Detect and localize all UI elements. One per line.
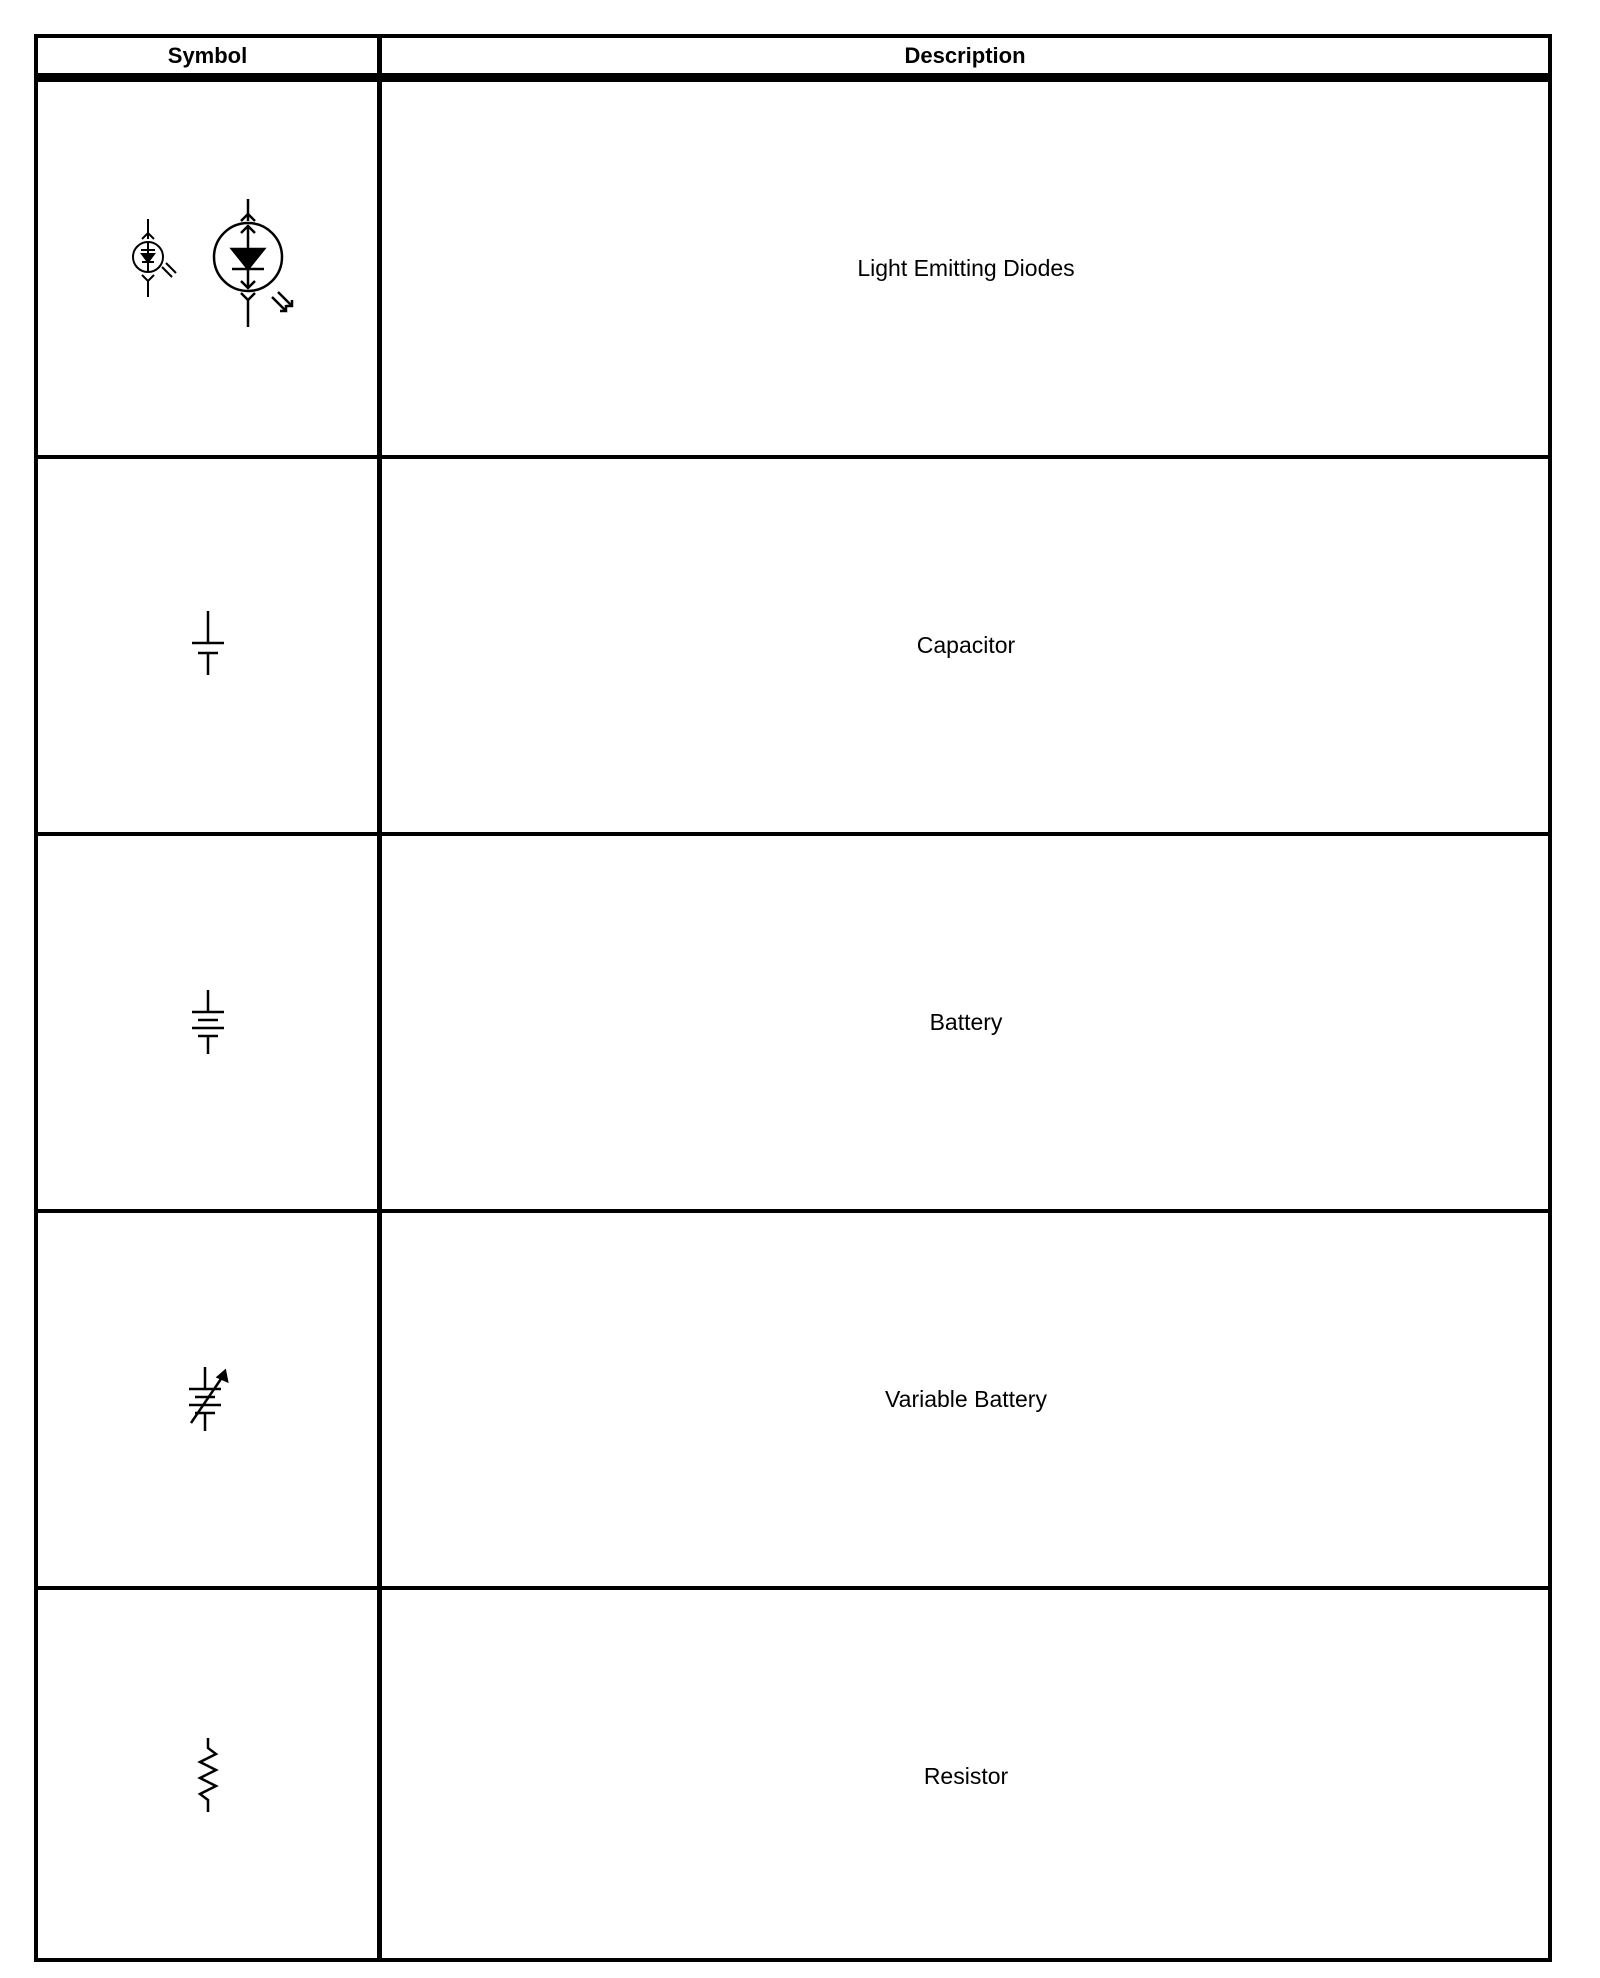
symbol-cell [38,836,382,1209]
battery-icon [188,988,228,1058]
table-row [38,1209,1548,1586]
header-cell-description [382,38,1548,73]
description-cell [382,1213,1548,1586]
header-symbol-label: Symbol [167,42,248,68]
description-text: Resistor [923,1762,1009,1789]
description-cell [382,459,1548,832]
capacitor-icon [188,611,228,681]
symbol-cell [38,1590,382,1962]
table-row [38,455,1548,832]
table-row [38,1586,1548,1962]
header-cell-symbol [38,38,382,73]
description-cell [382,1590,1548,1962]
table-header-row [38,38,1548,78]
variable-battery-icon [183,1365,233,1435]
header-description-label: Description [904,42,1026,68]
resistor-icon [188,1736,228,1816]
description-text: Battery [929,1009,1003,1035]
table-row [38,78,1548,455]
symbol-cell [38,1213,382,1586]
description-text: Light Emitting Diodes [857,255,1075,281]
description-text: Variable Battery [885,1386,1047,1412]
description-cell [382,836,1548,1209]
symbol-cell [38,82,382,455]
description-text: Capacitor [916,632,1016,658]
table-row [38,832,1548,1209]
led-icon [108,199,308,339]
symbol-table [34,34,1552,1962]
description-cell [382,82,1548,455]
symbol-cell [38,459,382,832]
